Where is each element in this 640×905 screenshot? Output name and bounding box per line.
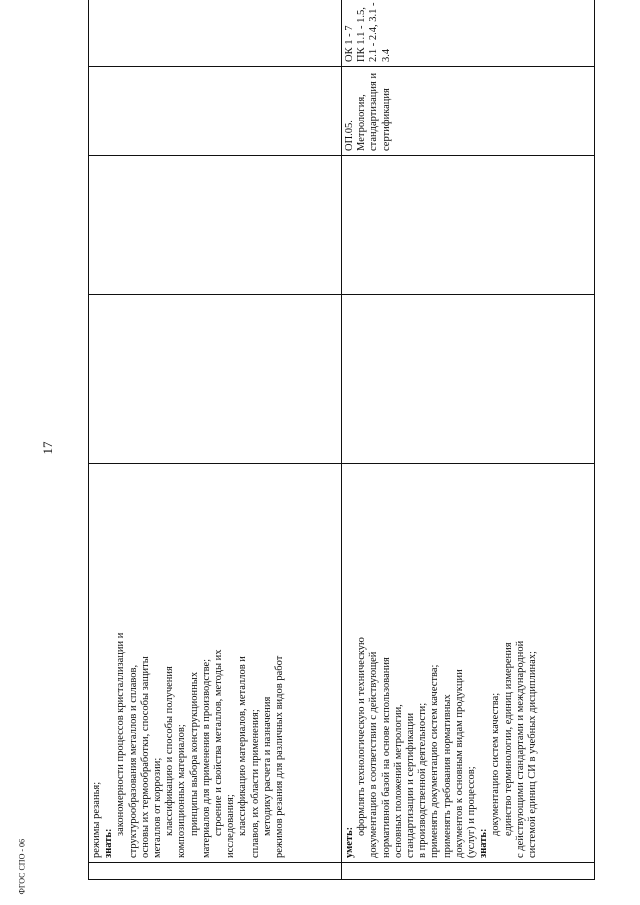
text-line: принципы выбора конструкционных (188, 671, 200, 836)
text-line: основных положений метрологии, (392, 704, 404, 858)
text-line: методику расчета и назначения (261, 696, 273, 836)
table-row (89, 0, 342, 880)
text-line: с действующими стандартами и международной (514, 640, 526, 858)
table-cell (89, 295, 342, 464)
table-cell-margin (342, 863, 595, 880)
text-line: документов к основным видам продукции (453, 669, 465, 858)
text-line: знать: (478, 828, 490, 858)
text-line: материалов для применения в производстве; (200, 658, 212, 858)
text-line: классификацию материалов, металлов и (237, 656, 249, 836)
text-line: режимы резанья; (91, 781, 102, 858)
text-line: применять документацию систем качества; (429, 664, 441, 858)
text-line: знать: (103, 828, 115, 858)
text-line: в производственной деятельности; (417, 702, 429, 858)
text-line: документацию систем качества; (490, 692, 502, 836)
discipline-cell (89, 67, 342, 156)
text-line: единство терминологии, единиц измерения (502, 642, 514, 836)
table-row (342, 0, 595, 880)
text-line: исследования; (225, 794, 237, 858)
knowledge-cell (89, 464, 342, 863)
page-number: 17 (40, 441, 55, 455)
text-line: структурообразования металлов и сплавов, (127, 664, 139, 858)
text-line: металлов от коррозии; (152, 757, 164, 858)
text-line: применять требования нормативных (441, 694, 453, 858)
text-line: (услуг) и процессов; (466, 766, 478, 858)
table-cell-margin (89, 863, 342, 880)
discipline-cell: ОП.05. Метрология, стандартизация и сертификация (342, 67, 595, 156)
table-cell (342, 156, 595, 295)
text-line: системой единиц СИ в учебных дисциплинах; (527, 651, 539, 858)
text-line: сплавов, их области применения; (249, 709, 261, 858)
footer-code: ФГОС СПО - 06 (17, 838, 27, 895)
text-line: режимов резания для различных видов работ (274, 655, 286, 858)
text-line: документацию в соответствии с действующей (368, 651, 380, 858)
text-line: композиционных материалов; (176, 724, 188, 858)
text-line: строение и свойства металлов, методы их (213, 649, 225, 836)
skills-knowledge-cell (342, 464, 595, 863)
text-line: закономерности процессов кристаллизации и (115, 632, 127, 836)
text-line: классификацию и способы получения (164, 666, 176, 836)
table-cell (89, 156, 342, 295)
competence-cell: ОК 1 - 7 ПК 1.1 - 1.5, 2.1 - 2.4, 3.1 - 3.4 (342, 0, 595, 67)
text-line: оформлять технологическую и техническую (356, 637, 368, 836)
competency-table (88, 0, 595, 880)
text-line: стандартизации и сертификации (405, 712, 417, 858)
text-line: нормативной базой на основе использования (380, 657, 392, 858)
text-line: основы их термообработки, способы защиты (139, 656, 151, 858)
text-line: уметь: (344, 826, 355, 858)
rotated-table-wrapper (88, 2, 588, 880)
competence-cell (89, 0, 342, 67)
table-cell (342, 295, 595, 464)
